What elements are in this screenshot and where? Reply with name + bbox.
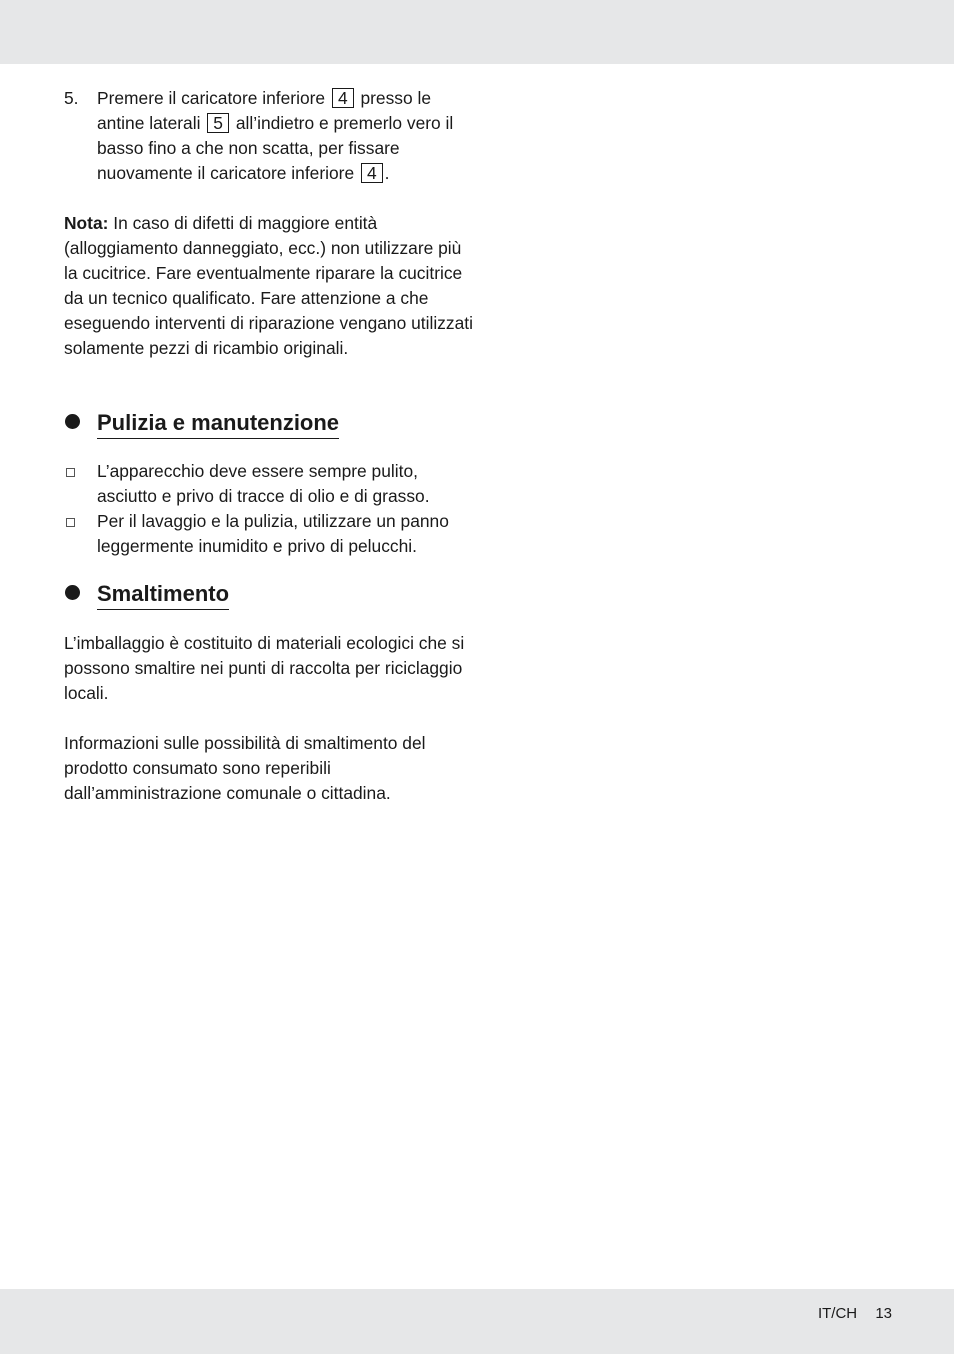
bullet-dot-icon xyxy=(65,414,80,429)
bullet-dot-icon xyxy=(65,585,80,600)
section-title: Smaltimento xyxy=(97,581,229,610)
footer-band xyxy=(0,1289,954,1354)
checkbox-square-icon xyxy=(66,468,75,477)
checkbox-square-icon xyxy=(66,518,75,527)
list-item xyxy=(64,509,474,559)
section-title: Pulizia e manutenzione xyxy=(97,410,339,439)
disposal-paragraph-1: L’imballaggio è costituito di materiali ecologici che si possono smaltire nei punti di raccolta per riciclaggio locali. xyxy=(64,633,465,703)
step-number: 5. xyxy=(64,88,79,108)
note-text: In caso di difetti di maggiore entità (alloggiamento danneggiato, ecc.) non utilizzare più la cucitrice. Fare eventualmente riparare la cucitrice da un tecnico qualificato. Fare attenzione a che eseguendo interventi di riparazione vengano utilizzati solamente pezzi di ricambio originali. xyxy=(64,213,473,358)
disposal-paragraph-2: Informazioni sulle possibilità di smaltimento del prodotto consumato sono reperibili dall’amministrazione comunale o cittadina. xyxy=(64,733,426,803)
part-ref-lower-magazine-2: 4 xyxy=(361,163,383,183)
step-text-4: . xyxy=(384,163,390,183)
page-footer xyxy=(818,1305,892,1322)
content-column xyxy=(64,86,474,806)
part-ref-lower-magazine: 4 xyxy=(332,88,354,108)
note-paragraph xyxy=(64,211,474,361)
list-item xyxy=(64,459,474,509)
footer-locale: IT/CH xyxy=(817,1305,858,1322)
page-number: 13 xyxy=(875,1305,892,1322)
section-heading-cleaning xyxy=(64,410,474,439)
step-text-3: all’indietro e premerlo vero il basso fino a che non scatta, per fissare nuovamente il caricatore inferiore xyxy=(97,113,454,183)
note-label: Nota: xyxy=(64,213,109,233)
list-item-text: L’apparecchio deve essere sempre pulito, asciutto e privo di tracce di olio e di grasso. xyxy=(97,461,430,506)
header-band xyxy=(0,0,954,64)
step-5 xyxy=(64,86,474,186)
cleaning-list xyxy=(64,459,474,559)
list-item-text: Per il lavaggio e la pulizia, utilizzare un panno leggermente inumidito e privo di pelucchi. xyxy=(97,511,449,556)
step-text-2: presso le antine laterali xyxy=(97,88,432,133)
step-text-1: Premere il caricatore inferiore xyxy=(97,88,326,108)
part-ref-side-flaps: 5 xyxy=(207,113,229,133)
section-heading-disposal xyxy=(64,581,474,610)
